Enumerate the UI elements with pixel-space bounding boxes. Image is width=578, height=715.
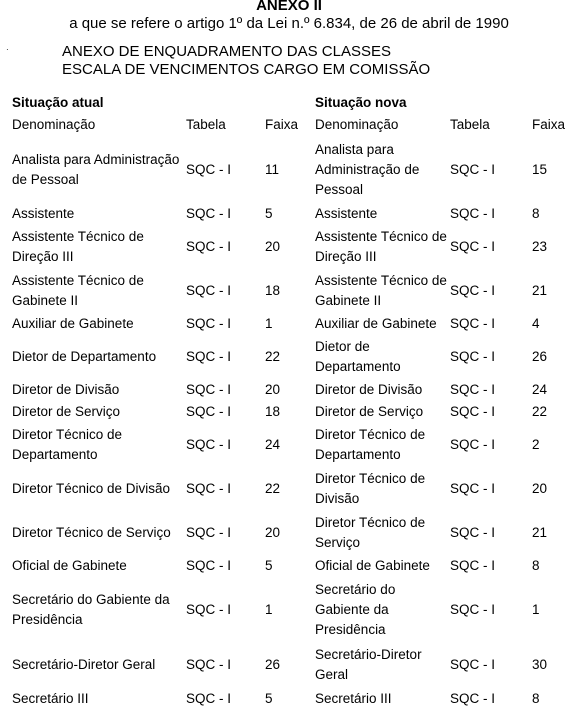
cell-denominacao-new: Dietor de Departamento: [315, 339, 401, 374]
table-row: [0, 423, 578, 467]
annex-heading-line1: ANEXO DE ENQUADRAMENTO DAS CLASSES: [62, 43, 391, 60]
table-row: [0, 203, 578, 225]
cell-faixa-current: 26: [265, 657, 281, 672]
cell-tabela-current: SQC - I: [186, 602, 232, 617]
cell-faixa-new: 4: [532, 316, 540, 331]
cell-tabela-new: SQC - I: [450, 657, 496, 672]
cell-faixa-current: 1: [265, 316, 273, 331]
table-row: [0, 379, 578, 401]
cell-denominacao-current: Secretário-Diretor Geral: [12, 657, 156, 672]
cell-tabela-current: SQC - I: [186, 657, 232, 672]
cell-denominacao-new: Secretário do Gabiente da Presidência: [315, 582, 396, 637]
cell-denominacao-new: Secretário-Diretor Geral: [315, 647, 422, 682]
cell-faixa-current: 20: [265, 239, 281, 254]
cell-denominacao-new: Analista para Administração de Pessoal: [315, 142, 420, 197]
table-row: [0, 511, 578, 555]
cell-tabela-new: SQC - I: [450, 206, 496, 221]
cell-denominacao-new: Diretor Técnico de Divisão: [315, 471, 426, 506]
cell-faixa-new: 24: [532, 382, 548, 397]
cell-denominacao-new: Auxiliar de Gabinete: [315, 316, 437, 331]
cell-tabela-current: SQC - I: [186, 316, 232, 331]
table-row: [0, 467, 578, 511]
cell-faixa-new: 22: [532, 404, 548, 419]
table-row: [0, 643, 578, 687]
cell-tabela-new: SQC - I: [450, 437, 496, 452]
col-faixa-new: Faixa: [532, 117, 566, 132]
cell-faixa-new: 20: [532, 481, 548, 496]
table-row: [0, 555, 578, 577]
cell-denominacao-current: Diretor Técnico de Serviço: [12, 525, 171, 540]
cell-tabela-current: SQC - I: [186, 481, 232, 496]
cell-tabela-new: SQC - I: [450, 602, 496, 617]
cell-tabela-current: SQC - I: [186, 162, 232, 177]
cell-denominacao-new: Secretário III: [315, 691, 392, 706]
cell-tabela-current: SQC - I: [186, 349, 232, 364]
section-header-row: [0, 93, 578, 113]
cell-tabela-new: SQC - I: [450, 525, 496, 540]
section-current-label: Situação atual: [12, 95, 104, 110]
column-header-row: [0, 113, 578, 137]
cell-faixa-current: 20: [265, 382, 281, 397]
col-tabela-new: Tabela: [450, 117, 490, 132]
cell-faixa-new: 8: [532, 691, 540, 706]
cell-tabela-new: SQC - I: [450, 239, 496, 254]
cell-tabela-new: SQC - I: [450, 558, 496, 573]
cell-denominacao-current: Diretor de Divisão: [12, 382, 120, 397]
cell-tabela-current: SQC - I: [186, 525, 232, 540]
annex-subtitle: a que se refere o artigo 1º da Lei n.º 6.834, de 26 de abril de 1990: [69, 15, 509, 32]
cell-denominacao-current: Assistente Técnico de Direção III: [12, 229, 144, 264]
cell-denominacao-current: Oficial de Gabinete: [12, 558, 127, 573]
cell-denominacao-current: Assistente Técnico de Gabinete II: [12, 273, 144, 308]
cell-denominacao-new: Diretor Técnico de Departamento: [315, 427, 426, 462]
table-row: [0, 269, 578, 313]
cell-faixa-new: 2: [532, 437, 540, 452]
classification-table: [0, 93, 578, 711]
cell-faixa-current: 11: [265, 162, 280, 177]
annex-heading-line2: ESCALA DE VENCIMENTOS CARGO EM COMISSÃO: [62, 61, 431, 78]
cell-tabela-current: SQC - I: [186, 691, 232, 706]
cell-faixa-new: 21: [532, 283, 548, 298]
cell-faixa-current: 20: [265, 525, 281, 540]
cell-denominacao-current: Diretor Técnico de Departamento: [12, 427, 123, 462]
cell-tabela-current: SQC - I: [186, 437, 232, 452]
section-new-label: Situação nova: [315, 95, 407, 110]
cell-tabela-current: SQC - I: [186, 404, 232, 419]
col-tabela-current: Tabela: [186, 117, 226, 132]
cell-tabela-new: SQC - I: [450, 691, 496, 706]
cell-denominacao-current: Assistente: [12, 206, 75, 221]
table-row: [0, 687, 578, 711]
col-denominacao-new: Denominação: [315, 117, 399, 132]
cell-denominacao-new: Diretor de Divisão: [315, 382, 423, 397]
cell-faixa-current: 5: [265, 558, 273, 573]
table-row: [0, 313, 578, 335]
cell-denominacao-current: Secretário III: [12, 691, 89, 706]
cell-faixa-current: 22: [265, 481, 281, 496]
cell-faixa-new: 1: [532, 602, 540, 617]
cell-denominacao-current: Dietor de Departamento: [12, 349, 157, 364]
cell-denominacao-new: Diretor Técnico de Serviço: [315, 515, 426, 550]
cell-faixa-current: 24: [265, 437, 281, 452]
cell-denominacao-current: Diretor de Serviço: [12, 404, 121, 419]
cell-denominacao-new: Assistente Técnico de Direção III: [315, 229, 447, 264]
table-row: [0, 577, 578, 643]
cell-faixa-current: 5: [265, 206, 273, 221]
cell-faixa-new: 30: [532, 657, 548, 672]
cell-faixa-current: 22: [265, 349, 281, 364]
cell-tabela-new: SQC - I: [450, 316, 496, 331]
cell-tabela-new: SQC - I: [450, 382, 496, 397]
cell-tabela-current: SQC - I: [186, 558, 232, 573]
cell-tabela-current: SQC - I: [186, 206, 232, 221]
table-row: [0, 137, 578, 203]
table-row: [0, 225, 578, 269]
cell-denominacao-new: Assistente: [315, 206, 378, 221]
cell-denominacao-current: Auxiliar de Gabinete: [12, 316, 134, 331]
col-faixa-current: Faixa: [265, 117, 299, 132]
cell-tabela-current: SQC - I: [186, 382, 232, 397]
annex-title: ANEXO II: [256, 0, 322, 14]
cell-faixa-new: 26: [532, 349, 548, 364]
cell-tabela-new: SQC - I: [450, 481, 496, 496]
cell-tabela-new: SQC - I: [450, 283, 496, 298]
cell-denominacao-current: Secretário do Gabiente da Presidência: [12, 592, 170, 627]
cell-tabela-new: SQC - I: [450, 162, 496, 177]
cell-denominacao-new: Assistente Técnico de Gabinete II: [315, 273, 447, 308]
table-row: [0, 401, 578, 423]
cell-denominacao-current: Diretor Técnico de Divisão: [12, 481, 171, 496]
cell-tabela-new: SQC - I: [450, 349, 496, 364]
cell-faixa-new: 21: [532, 525, 548, 540]
cell-denominacao-new: Oficial de Gabinete: [315, 558, 430, 573]
cell-tabela-new: SQC - I: [450, 404, 496, 419]
cell-denominacao-new: Diretor de Serviço: [315, 404, 424, 419]
table-row: [0, 335, 578, 379]
cell-tabela-current: SQC - I: [186, 283, 232, 298]
cell-denominacao-current: Analista para Administração de Pessoal: [12, 152, 180, 187]
bullet-mark: ·: [6, 45, 9, 54]
cell-faixa-new: 15: [532, 162, 548, 177]
cell-faixa-current: 5: [265, 691, 273, 706]
cell-faixa-current: 1: [265, 602, 273, 617]
cell-faixa-new: 23: [532, 239, 548, 254]
cell-faixa-current: 18: [265, 404, 281, 419]
cell-faixa-new: 8: [532, 206, 540, 221]
col-denominacao-current: Denominação: [12, 117, 96, 132]
cell-faixa-current: 18: [265, 283, 281, 298]
cell-tabela-current: SQC - I: [186, 239, 232, 254]
cell-faixa-new: 8: [532, 558, 540, 573]
